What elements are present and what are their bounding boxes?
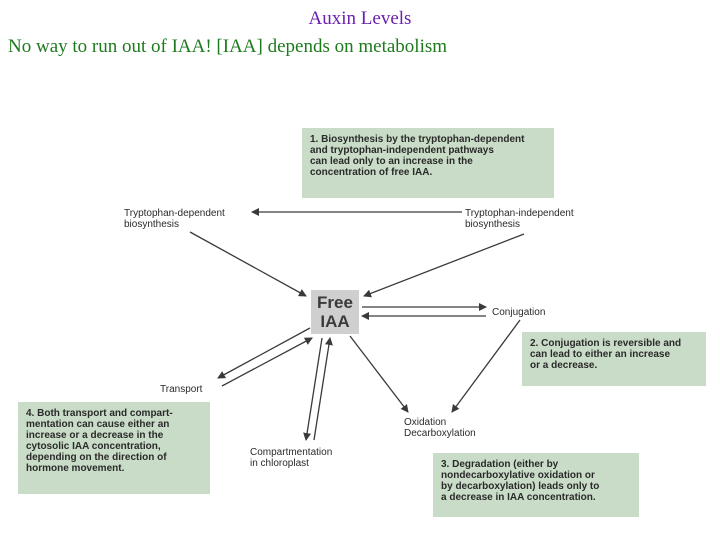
label-compartmentation: Compartmentation in chloroplast [250, 447, 333, 469]
note-biosynthesis: 1. Biosynthesis by the tryptophan-dependent and tryptophan-independent pathways can lead only to an increase in the concentration of free IAA. [302, 128, 554, 198]
arrow-free-iaa-to-transport [218, 328, 310, 378]
label-conjugation: Conjugation [492, 307, 546, 318]
note-degradation: 3. Degradation (either by nondecarboxylative oxidation or by decarboxylation) leads only to a decrease in IAA concentration. [433, 453, 639, 517]
arrow-free-iaa-to-oxidation [350, 336, 408, 412]
arrow-independent-to-free-iaa [364, 234, 524, 296]
note-transport-compartmentation: 4. Both transport and compart- mentation can cause either an increase or a decrease in the cytosolic IAA concentration, depending on the direction of hormone movement. [18, 402, 210, 494]
arrow-transport-to-free-iaa [222, 338, 312, 386]
arrow-free-iaa-to-compartment [306, 338, 322, 440]
slide-subtitle: No way to run out of IAA! [IAA] depends on metabolism [8, 36, 448, 57]
free-iaa-node: Free IAA [311, 290, 359, 334]
label-transport: Transport [160, 384, 203, 395]
arrow-compartment-to-free-iaa [314, 338, 330, 440]
arrow-dependent-to-free-iaa [190, 232, 306, 296]
arrow-conjugation-to-oxidation [452, 320, 520, 412]
slide-title: Auxin Levels [308, 8, 412, 29]
label-trp-independent: Tryptophan-independent biosynthesis [465, 208, 574, 230]
label-oxidation: Oxidation Decarboxylation [404, 417, 476, 439]
label-trp-dependent: Tryptophan-dependent biosynthesis [124, 208, 225, 230]
note-conjugation: 2. Conjugation is reversible and can lead to either an increase or a decrease. [522, 332, 706, 386]
